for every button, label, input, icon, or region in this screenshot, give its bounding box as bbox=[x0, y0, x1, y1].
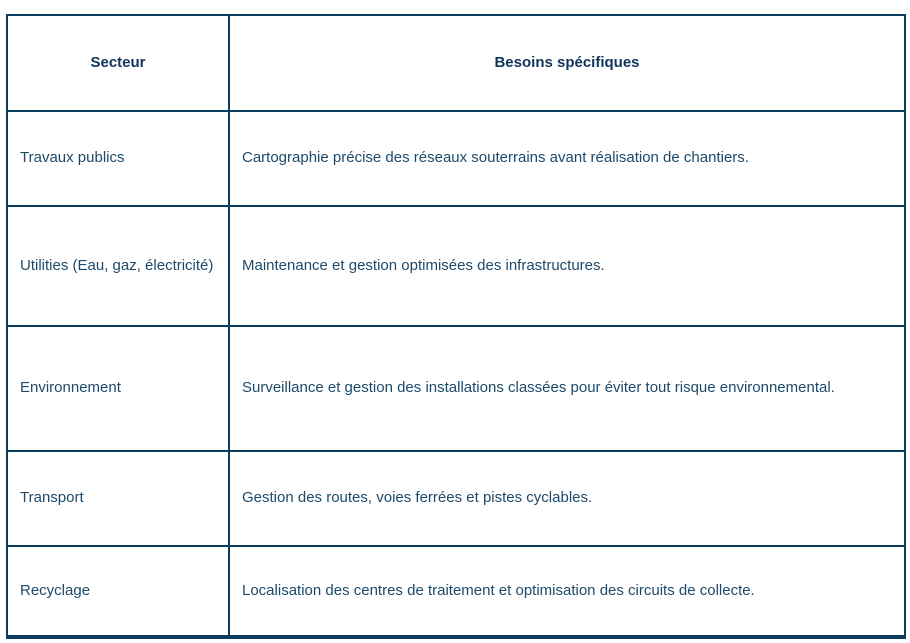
besoins-cell: Surveillance et gestion des installations classées pour éviter tout risque environnemental. bbox=[229, 326, 905, 451]
besoins-cell: Gestion des routes, voies ferrées et pistes cyclables. bbox=[229, 451, 905, 546]
secteur-cell: Environnement bbox=[7, 326, 229, 451]
secteur-cell: Travaux publics bbox=[7, 111, 229, 206]
besoins-cell: Maintenance et gestion optimisées des infrastructures. bbox=[229, 206, 905, 326]
table-row bbox=[7, 326, 905, 451]
table-row bbox=[7, 451, 905, 546]
secteur-cell: Utilities (Eau, gaz, électricité) bbox=[7, 206, 229, 326]
besoins-cell: Localisation des centres de traitement et optimisation des circuits de collecte. bbox=[229, 546, 905, 637]
besoins-cell: Cartographie précise des réseaux souterrains avant réalisation de chantiers. bbox=[229, 111, 905, 206]
secteur-cell: Transport bbox=[7, 451, 229, 546]
table-row bbox=[7, 111, 905, 206]
column-header-besoins: Besoins spécifiques bbox=[229, 15, 905, 111]
sectors-table bbox=[6, 14, 906, 639]
table-body bbox=[7, 111, 905, 637]
column-header-secteur: Secteur bbox=[7, 15, 229, 111]
table-row bbox=[7, 546, 905, 637]
secteur-cell: Recyclage bbox=[7, 546, 229, 637]
header-row bbox=[7, 15, 905, 111]
sectors-table-container bbox=[6, 14, 906, 639]
table-row bbox=[7, 206, 905, 326]
